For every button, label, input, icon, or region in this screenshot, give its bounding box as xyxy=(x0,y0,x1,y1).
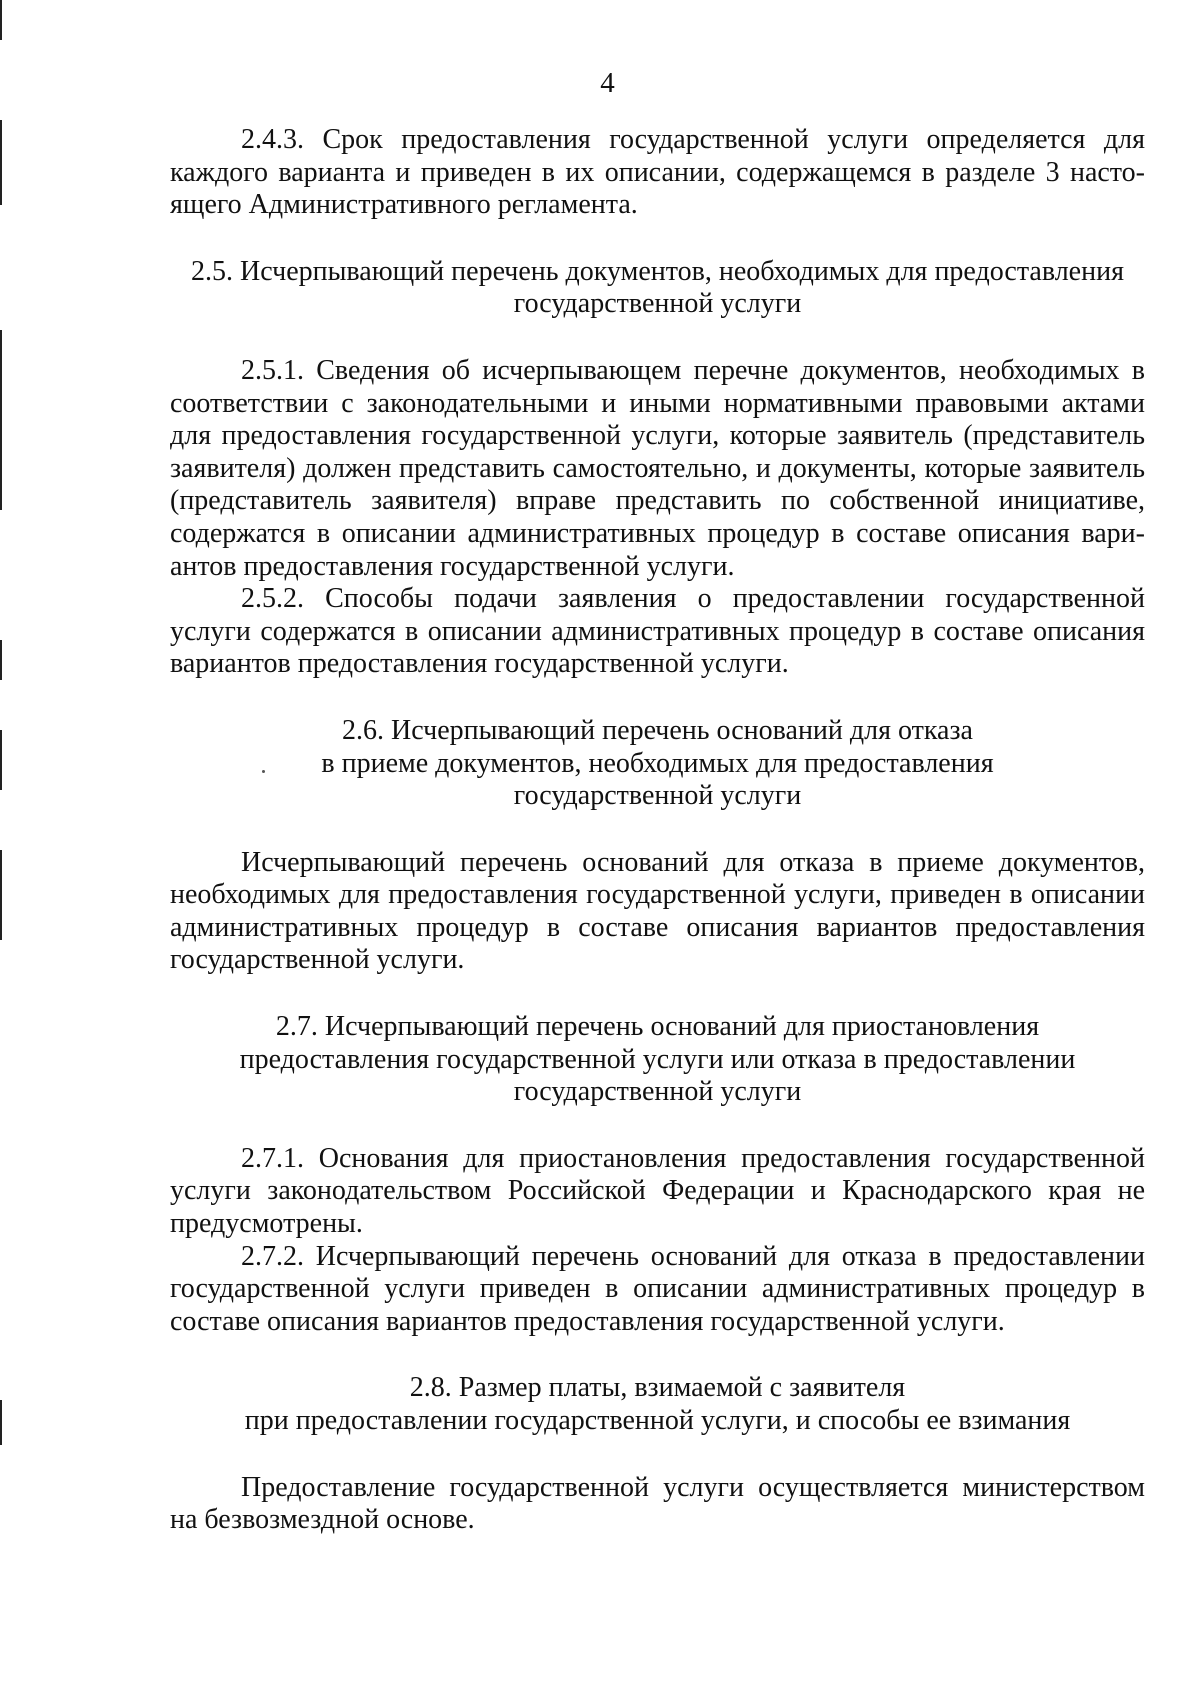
paragraph-2-5-1: 2.5.1. Сведения об исчерпывающем перечне документов, необходимых в соответствии с законодательными и иными нормативными правовыми актами для предоставления государственной услуги, которые заявитель (представитель заявителя) должен представить самостоятельно, и документы, которые заявитель (представитель заявителя) вправе представить по собственной инициативе, содержатся в описании административных процедур в составе описания вариантов предоставления государственной услуги. xyxy=(170,354,1145,582)
section-heading-2-8 xyxy=(170,1372,1145,1437)
scan-edge-mark xyxy=(0,640,2,680)
scan-edge-mark xyxy=(0,850,2,940)
scan-edge-mark xyxy=(0,1400,2,1445)
paragraph-2-5-2: 2.5.2. Способы подачи заявления о предоставлении государственной услуги содержатся в описании административных процедур в составе описания вариантов предоставления государственной услуги. xyxy=(170,583,1145,680)
heading-line: при предоставлении государственной услуги, и способы ее взимания xyxy=(244,1405,1071,1436)
scan-edge-mark xyxy=(0,120,2,205)
heading-line: государственной услуги xyxy=(513,1076,802,1108)
section-heading-2-5 xyxy=(170,256,1145,321)
section-heading-2-6 xyxy=(170,715,1145,813)
heading-line: предоставления государственной услуги или отказа в предоставлении xyxy=(239,1043,1076,1075)
heading-line: государственной услуги xyxy=(513,288,802,320)
page-number: 4 xyxy=(600,67,615,99)
section-heading-2-7 xyxy=(170,1011,1145,1109)
scan-edge-mark xyxy=(0,330,2,510)
heading-line: 2.8. Размер платы, взимаемой с заявителя xyxy=(409,1372,906,1404)
paragraph-2-7-2: 2.7.2. Исчерпывающий перечень оснований для отказа в предоставлении государственной услуги приведен в описании административных процедур в составе описания вариантов предоставления государственной услуги. xyxy=(170,1240,1145,1337)
heading-line: 2.6. Исчерпывающий перечень оснований для отказа xyxy=(342,714,973,746)
paragraph-2-6: Исчерпывающий перечень оснований для отказа в приеме документов, необходимых для предоставления государственной услуги, приведен в описании административных процедур в составе описания вариантов предоставления государственной услуги. xyxy=(170,846,1145,976)
paragraph-2-7-1: 2.7.1. Основания для приостановления предоставления государственной услуги законодательством Российской Федерации и Краснодарского края не предусмотрены. xyxy=(170,1142,1145,1240)
heading-line: государственной услуги xyxy=(513,780,802,812)
paragraph-2-8: Предоставление государственной услуги осуществляется министерством на безвозмездной основе. xyxy=(170,1471,1145,1536)
paragraph-2-4-3: 2.4.3. Срок предоставления государственной услуги определяется для каждого варианта и приведен в их описании, содержащемся в разделе 3 настоящего Административного регламента. xyxy=(170,124,1145,221)
scan-edge-mark xyxy=(0,730,2,790)
heading-line: 2.5. Исчерпывающий перечень документов, необходимых для предоставления xyxy=(191,255,1124,287)
document-body xyxy=(170,124,1145,1537)
heading-line: в приеме документов, необходимых для предоставления xyxy=(321,747,994,779)
scan-edge-mark xyxy=(0,0,2,40)
heading-line: 2.7. Исчерпывающий перечень оснований для приостановления xyxy=(275,1011,1040,1043)
